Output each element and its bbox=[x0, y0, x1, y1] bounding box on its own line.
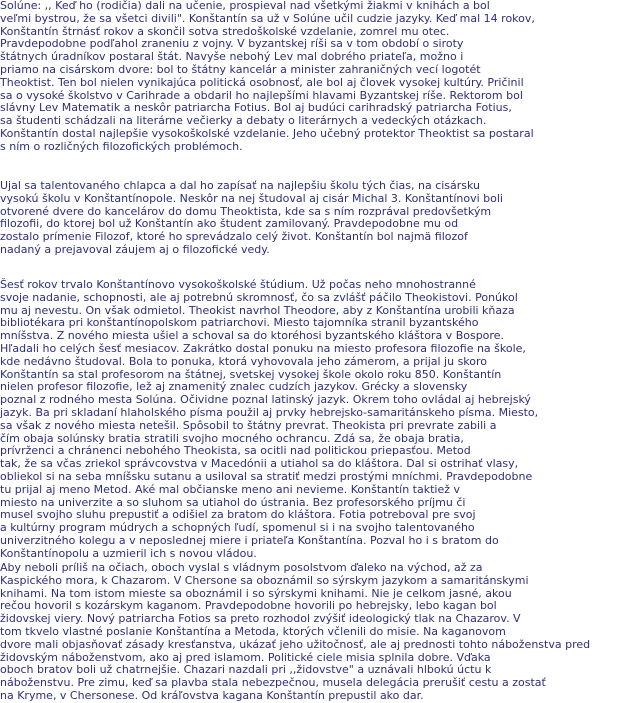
paragraph-childhood: Solúne: ,, Keď ho (rodičia) dali na učenie, prospieval nad všetkými žiakmi v knihách a bol veľmi bystrou, že sa všetci divili". Konštantín sa už v Solúne učil cudzie jazyky. Keď mal 14 rokov, Konštantín štrnásť rokov a skončil sotva stredoškolské vzdelanie, zomrel mu otec. Pravdepodobne podľahol zraneniu z vojny. V byzantskej ríši sa v tom období o siroty štátnych úradníkov postaral štát. Navyše nebohý Lev mal dobrého priateľa, možno i priamo na cisárskom dvore: bol to štátny kancelár a minister zahraničných vecí logotét Theoktist. Ten bol nielen vynikajúca politická osobnosť, ale bol aj človek vysokej kultúry. Pričinil sa o vysoké školstvo v Carihrade a obdaril ho najlepšími hlavami Byzantskej ríše. Rektorom bol slávny Lev Matematik a neskôr patriarcha Fotius. Bol aj budúci carihradský patriarcha Fotius, sa študenti schádzali na literárne večierky a debaty o literárnych a vedeckých otázkach. Konštantín dostal najlepšie vysokoškolské vzdelanie. Jeho učebný protektor Theoktist sa postaral s ním o rozličných filozofických problémoch. bbox=[0, 0, 535, 153]
paragraph-university: Ujal sa talentovaného chlapca a dal ho zapísať na najlepšiu školu tých čias, na cisársku vysokú školu v Konštantínopole. Neskôr na nej študoval aj cisár Michal 3. Konštantínovi boli otvorené dvere do kancelárov do domu Theoktista, kde sa s ním rozprával predovšetkým filozofii, do ktorej bol už Konštantín ako študent zamilovaný. Pravdepodobne mu od zostalo prímenie Filozof, ktoré ho sprevádzalo celý život. Konštantín bol najmä filozof nadaný a prejavoval záujem aj o filozofické vedy. bbox=[0, 179, 503, 256]
paragraph-chazar-mission: Aby neboli príliš na očiach, oboch vyslal s vládnym posolstvom ďaleko na východ, až za Kaspického mora, k Chazarom. V Chersone sa oboznámil so sýrskym jazykom a samaritánskymi knihami. Na tom istom mieste sa oboznámil i so sýrskymi knihami. Nie je celkom jasné, akou rečou hovoril s kozárskym kaganom. Pravdepodobne hovorili po hebrejsky, lebo kagan bol židovskej viery. Nový patriarcha Fotios sa preto rozhodol zvýšiť ideologický tlak na Chazarov. V tom tkvelo vlastné poslanie Konštantína a Metoda, ktorých včlenili do misie. Na kaganovom dvore mali objasňovať zásady kresťanstva, ukázať jeho užitočnosť, ale aj prednosti tohto náboženstva pred židovským náboženstvom, ako aj pred islamom. Politické ciele misia splnila dobre. Vďaka oboch bratov boli už chatrnejšie. Chazari nazdali pri ,,židovstve" a uznávali hlbokú úctu k náboženstvu. Pre zimu, keď sa plavba stala nebezpečnou, musela delegácia prerušiť cestu a zostať na Kryme, v Chersonese. Od kráľovstva kagana Konštantín prepustil ako dar. bbox=[0, 561, 591, 702]
paragraph-studies: Šesť rokov trvalo Konštantínovo vysokoškolské štúdium. Už počas neho mnohostranné svoje nadanie, schopnosti, ale aj potrebnú skromnosť, čo sa zvlášť páčilo Theokistovi. Ponúkol mu aj nevestu. On však odmietol. Theokist navrhol Theodore, aby z Konštantína urobili kňaza bibliotékara pri konštantínopolskom patriarchovi. Miesto tajomníka stranil byzantského mníšstva. Z nového miesta ušiel a schoval sa do ktoréhosi byzantského kláštora v Bospore. Hľadali ho celých šesť mesiacov. Zakrátko dostal ponuku na miesto profesora filozofie na škole, kde nedávno študoval. Bola to ponuka, ktorá vyhovovala jeho zámerom, a prijal ju skoro Konštantín sa stal profesorom na štátnej, svetskej vysokej škole okolo roku 850. Konštantín nielen profesor filozofie, lež aj znamenitý znalec cudzích jazykov. Grécky a slovensky poznal z rodného mesta Solúna. Očividne poznal latinský jazyk. Okrem toho ovládal aj hebrejský jazyk. Ba pri skladaní hlaholského písma použil aj prvky hebrejsko-samaritánskeho písma. Miesto, sa však z nového miesta netešil. Spôsobil to štátny prevrat. Theokista pri prevrate zabili a čím obaja solúnsky bratia stratili svojho mocného ochrancu. Zdá sa, že obaja bratia, prívrženci a chránenci nebohého Theokista, sa ocitli nad politickou priepasťou. Metod tak, že sa včas zriekol správcovstva v Macedónii a utiahol sa do kláštora. Dal si ostrihať vlasy, obliekol si na seba mníšsku sutanu a usiloval sa stratiť medzi prostými mníchmi. Pravdepodobne tu prijal aj meno Metod. Aké mal občianske meno ani nevieme. Konštantín taktiež v miesto na univerzite a so sluhom sa utiahol do ústrania. Bez profesorského príjmu či musel svojho sluhu prepustiť a odišiel za bratom do kláštora. Fotia potreboval pre svoj a kultúrny program múdrych a schopných ľudí, spomenul si i na svojho talentovaného univerzitného kolegu a v neposlednej miere i priateľa Konštantína. Pozval ho i s bratom do Konštantínopolu a uzmieril ich s novou vládou. bbox=[0, 278, 539, 560]
